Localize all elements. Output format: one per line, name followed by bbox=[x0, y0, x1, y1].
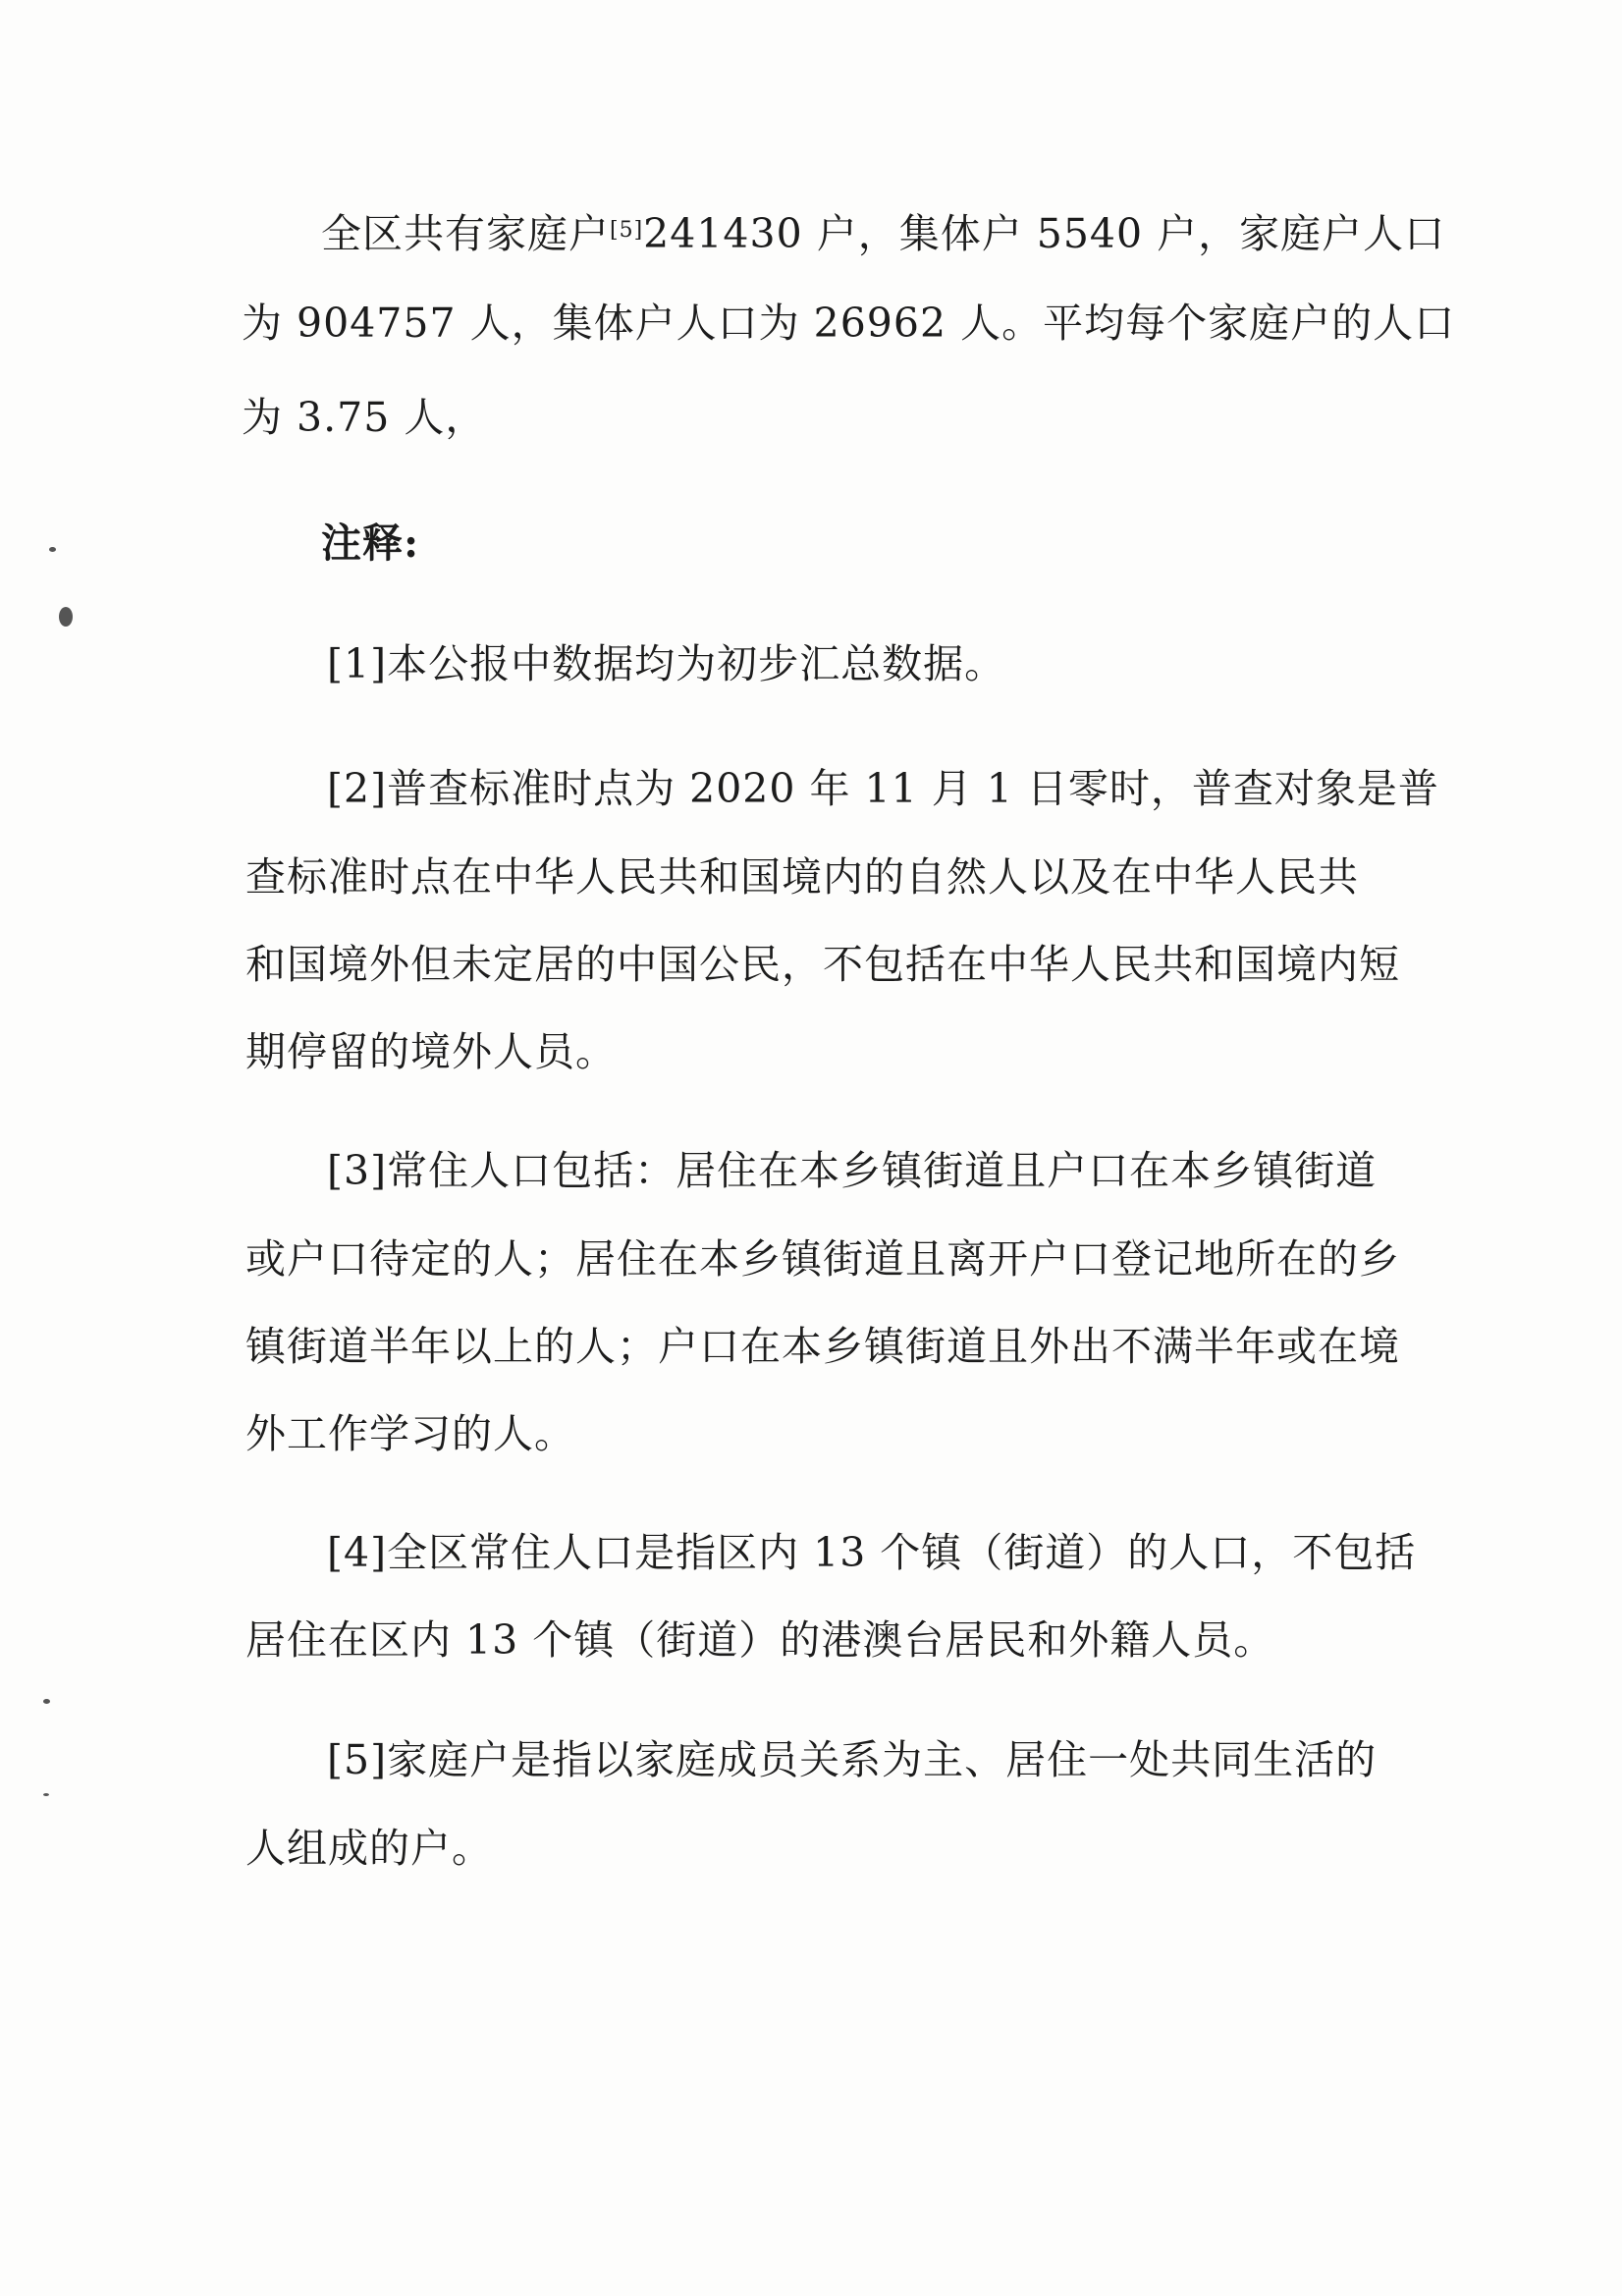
note-2-line-3: 和国境外但未定居的中国公民，不包括在中华人民共和国境内短 bbox=[245, 941, 1400, 988]
footnote-ref-5: [5] bbox=[610, 218, 644, 243]
summary-line-1-prefix: 全区共有家庭户 bbox=[321, 210, 610, 257]
note-2-line-4: 期停留的境外人员。 bbox=[245, 1028, 617, 1075]
note-2-line-1: [2]普查标准时点为 2020 年 11 月 1 日零时，普查对象是普 bbox=[327, 765, 1439, 812]
note-3-line-1: [3]常住人口包括：居住在本乡镇街道且户口在本乡镇街道 bbox=[327, 1147, 1378, 1194]
scan-speck bbox=[49, 547, 56, 552]
note-5-line-1: [5]家庭户是指以家庭成员关系为主、居住一处共同生活的 bbox=[327, 1736, 1378, 1783]
summary-line-1 bbox=[321, 210, 1446, 257]
summary-line-2: 为 904757 人，集体户人口为 26962 人。平均每个家庭户的人口 bbox=[242, 300, 1456, 347]
note-3-line-3: 镇街道半年以上的人；户口在本乡镇街道且外出不满半年或在境 bbox=[245, 1323, 1400, 1370]
summary-line-1-suffix: 241430 户，集体户 5540 户，家庭户人口 bbox=[643, 210, 1446, 257]
note-3-line-4: 外工作学习的人。 bbox=[245, 1410, 575, 1457]
note-5-line-2: 人组成的户。 bbox=[245, 1825, 493, 1872]
note-4-line-1: [4]全区常住人口是指区内 13 个镇（街道）的人口，不包括 bbox=[327, 1529, 1417, 1576]
note-3-line-2: 或户口待定的人；居住在本乡镇街道且离开户口登记地所在的乡 bbox=[245, 1235, 1400, 1283]
notes-heading: 注释: bbox=[321, 519, 420, 567]
scan-speck bbox=[59, 607, 73, 627]
note-2-line-2: 查标准时点在中华人民共和国境内的自然人以及在中华人民共 bbox=[245, 853, 1359, 901]
note-4-line-2: 居住在区内 13 个镇（街道）的港澳台居民和外籍人员。 bbox=[245, 1616, 1275, 1664]
summary-line-3: 为 3.75 人， bbox=[242, 394, 487, 441]
note-1-line-1: [1]本公报中数据均为初步汇总数据。 bbox=[327, 640, 1006, 687]
scan-speck bbox=[43, 1793, 49, 1796]
scan-speck bbox=[43, 1699, 50, 1704]
